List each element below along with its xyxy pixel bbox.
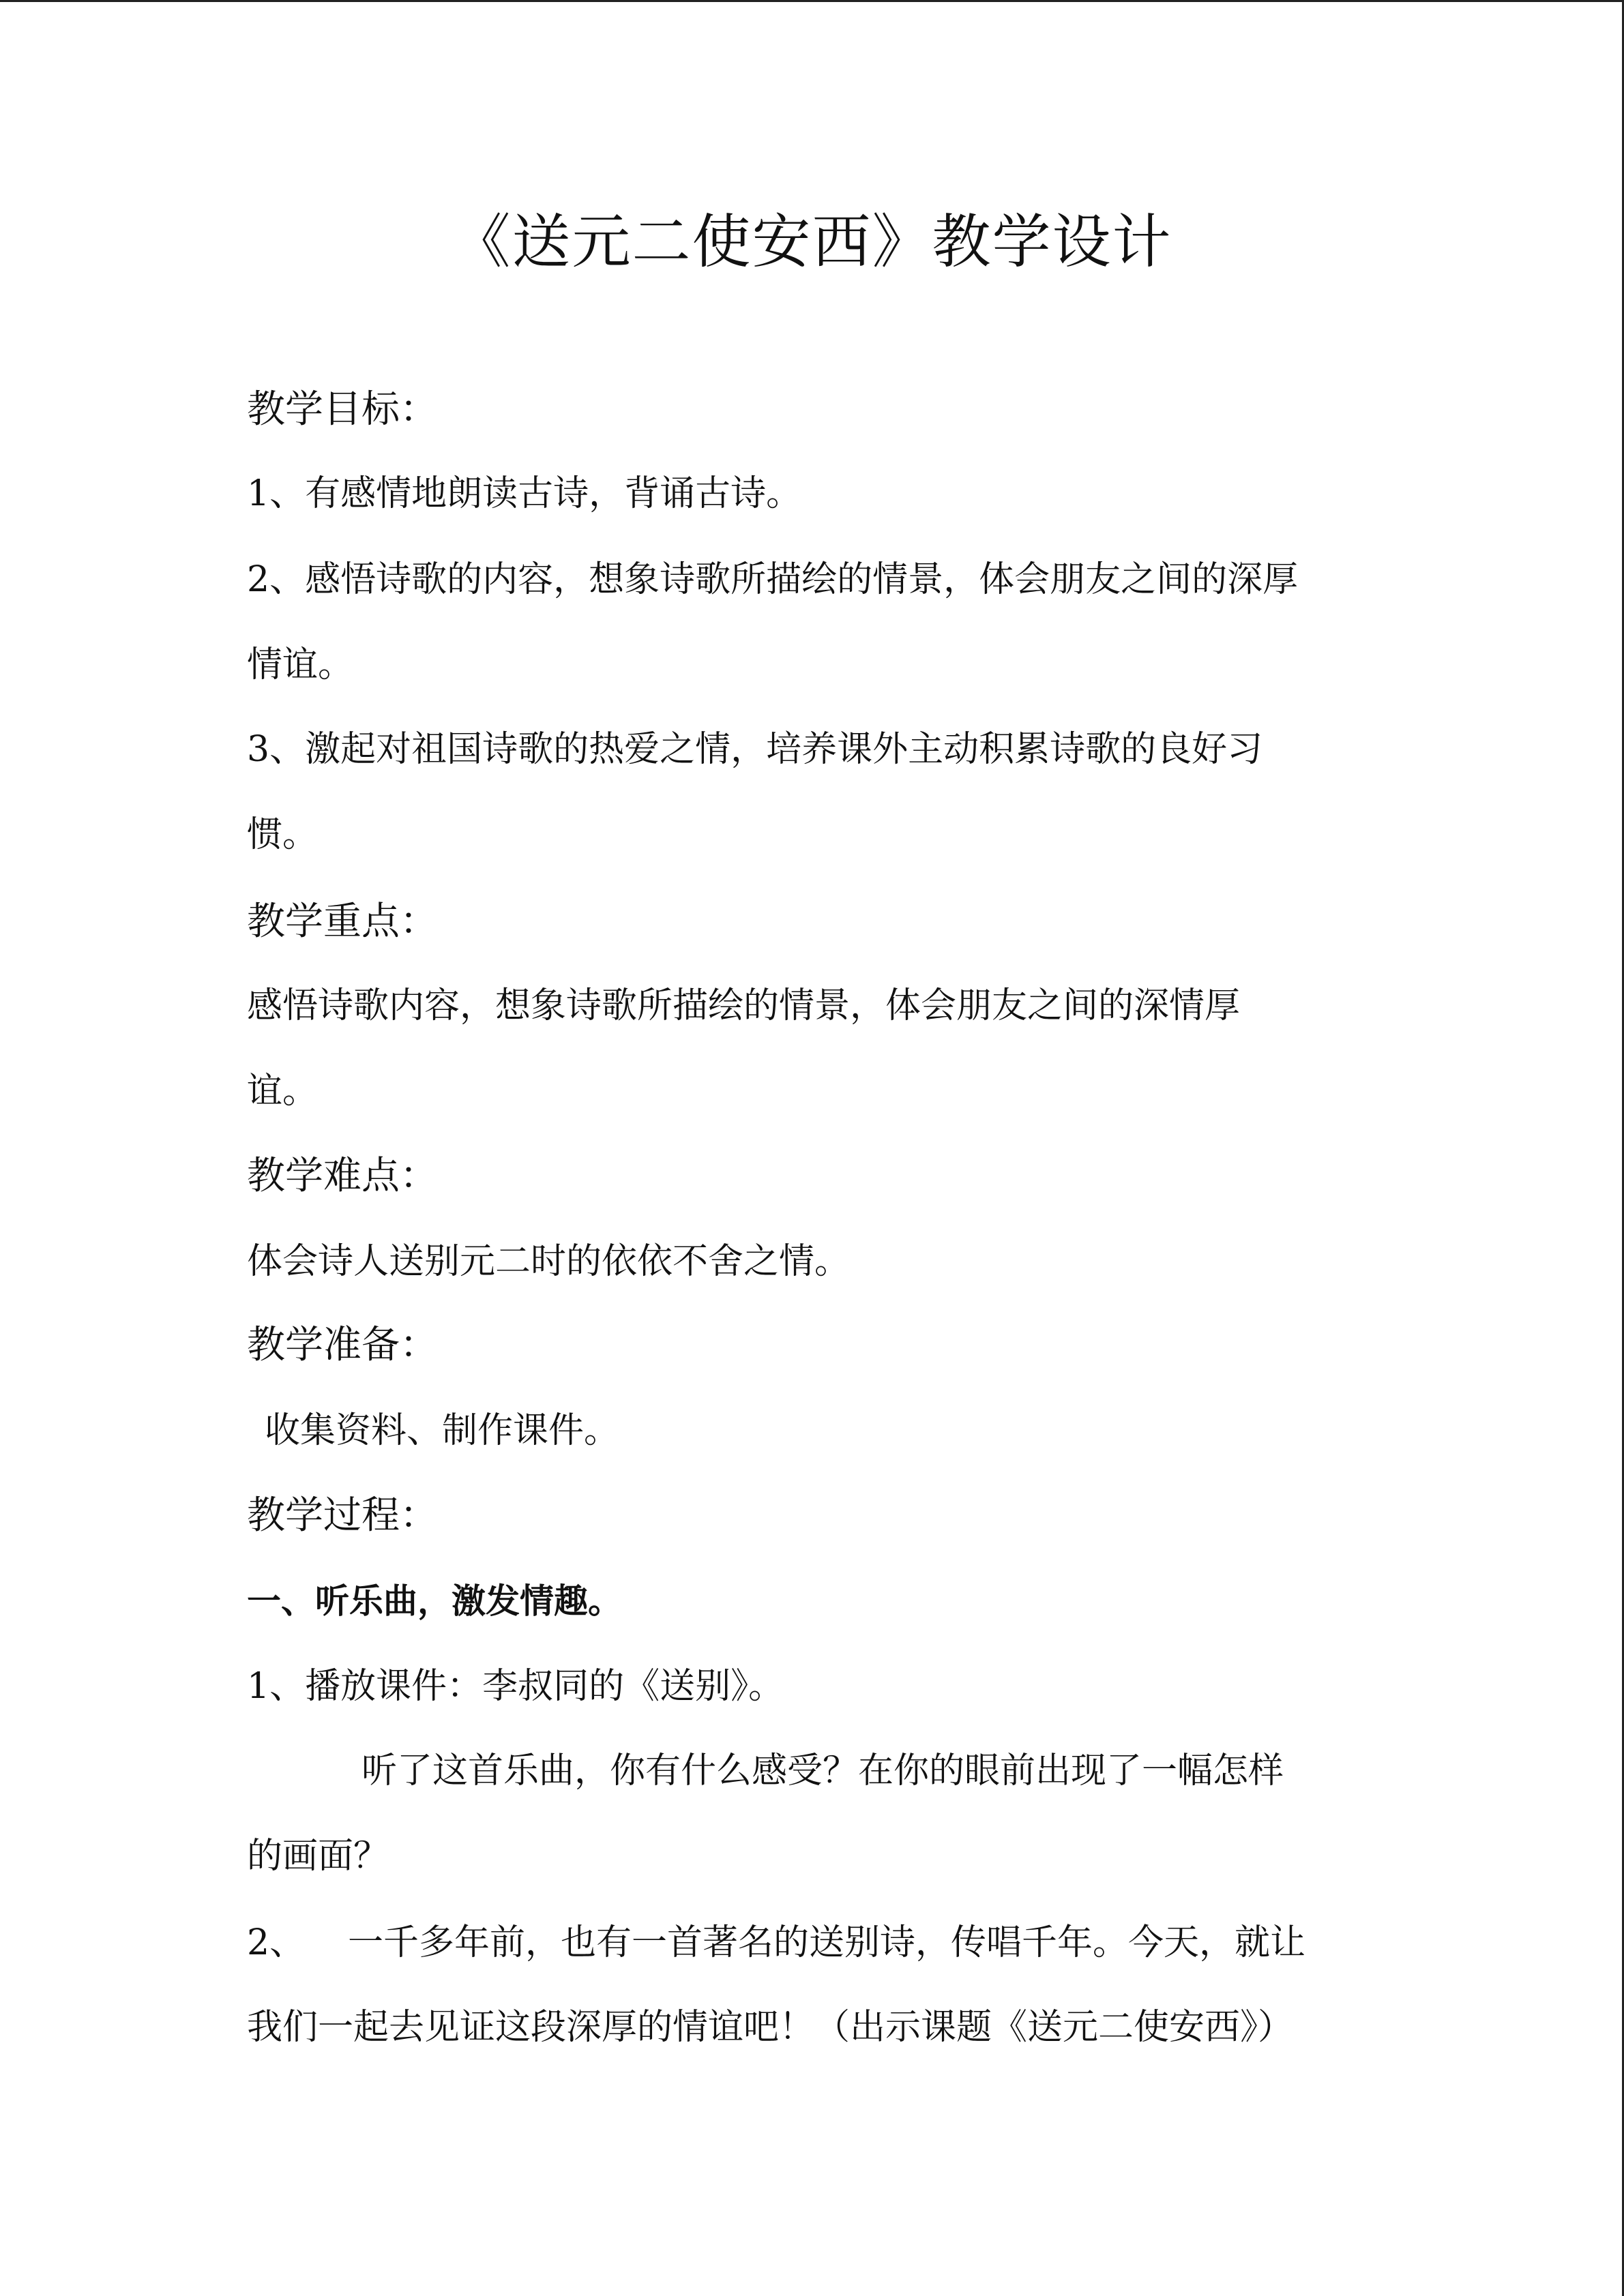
key-points-line-1: 感悟诗歌内容，想象诗歌所描绘的情景，体会朋友之间的深情厚 (247, 985, 1241, 1026)
process-step-2-number: 2、 (247, 1922, 306, 1963)
process-step-1: 1、播放课件：李叔同的《送别》。 (247, 1666, 784, 1707)
difficulties-heading: 教学难点： (247, 1154, 438, 1198)
process-step-1-question-line-1: 听了这首乐曲，你有什么感受？在你的眼前出现了一幅怎样 (361, 1750, 1284, 1791)
preparation-heading: 教学准备： (247, 1323, 438, 1367)
objective-item-2-line-2: 情谊。 (247, 644, 354, 685)
difficulties-line-1: 体会诗人送别元二时的依依不舍之情。 (247, 1241, 851, 1282)
objective-item-3-line-1: 3、激起对祖国诗歌的热爱之情，培养课外主动积累诗歌的良好习 (247, 729, 1263, 770)
preparation-line-1: 收集资料、制作课件。 (265, 1410, 620, 1451)
key-points-line-2: 谊。 (247, 1071, 319, 1112)
process-section-1-title: 一、听乐曲，激发情趣。 (247, 1581, 622, 1621)
page-border-top (0, 0, 1624, 2)
process-heading: 教学过程： (247, 1493, 438, 1538)
objectives-heading: 教学目标： (247, 387, 438, 432)
process-step-2-line-2: 我们一起去见证这段深厚的情谊吧！（出示课题《送元二使安西》） (247, 2007, 1294, 2048)
objective-item-1: 1、有感情地朗读古诗，背诵古诗。 (247, 473, 802, 514)
process-step-1-question-line-2: 的画面？ (247, 1836, 389, 1877)
page-title: 《送元二使安西》教学设计 (452, 208, 1172, 276)
key-points-heading: 教学重点： (247, 899, 438, 944)
process-step-2-line-1: 一千多年前，也有一首著名的送别诗，传唱千年。今天，就让 (348, 1922, 1306, 1963)
objective-item-2-line-1: 2、感悟诗歌的内容，想象诗歌所描绘的情景，体会朋友之间的深厚 (247, 559, 1299, 600)
objective-item-3-line-2: 惯。 (247, 814, 319, 855)
